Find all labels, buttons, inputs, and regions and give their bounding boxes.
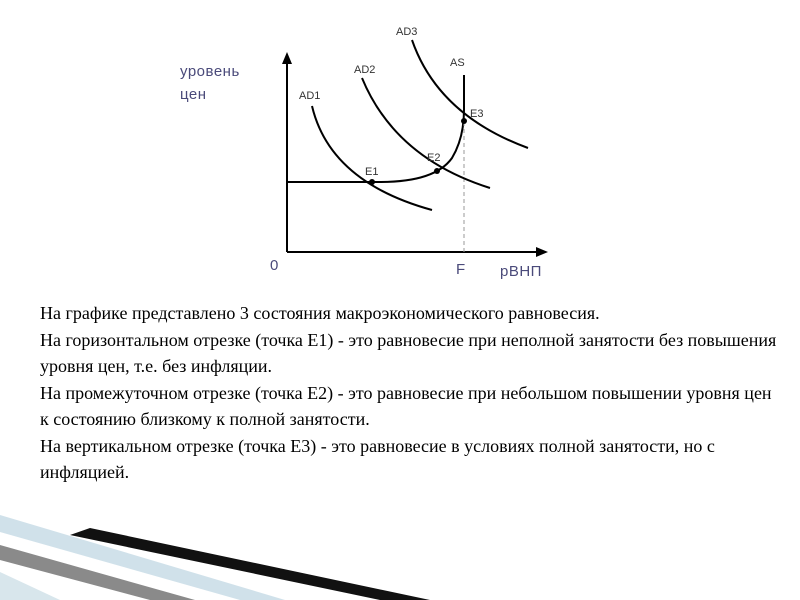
corner-stripe-gray <box>0 545 195 600</box>
corner-stripe-pale <box>0 572 60 600</box>
ad2-curve <box>362 78 490 188</box>
point-e1 <box>369 179 375 185</box>
explanation-text <box>40 300 780 486</box>
x-axis-arrow <box>536 247 548 257</box>
paragraph-4: На вертикальном отрезке (точка Е3) - это равновесие в условиях полной занятости, но с инфляцией. <box>40 435 715 482</box>
origin-label: 0 <box>270 257 279 274</box>
ad1-curve <box>312 106 432 210</box>
y-axis-label-line2: цен <box>180 86 207 103</box>
y-axis-arrow <box>282 52 292 64</box>
ad2-label: AD2 <box>354 64 376 76</box>
point-e2 <box>434 168 440 174</box>
paragraph-2: На горизонтальном отрезке (точка Е1) - это равновесие при неполной занятости без повышения уровня цен, т.е. без инфляции. <box>40 329 777 376</box>
y-axis-label-line1: уровень <box>180 63 240 80</box>
as-label: AS <box>450 57 465 69</box>
e2-label: E2 <box>427 152 441 164</box>
e1-label: E1 <box>365 166 379 178</box>
paragraph-1: На графике представлено 3 состояния макроэкономического равновесия. <box>40 303 600 323</box>
paragraph-3: На промежуточном отрезке (точка Е2) - это равновесие при небольшом повышении уровня цен к состоянию близкому к полной занятости. <box>40 382 772 429</box>
ad3-label: AD3 <box>396 26 418 38</box>
corner-stripe-dark <box>70 528 430 600</box>
ad1-label: AD1 <box>299 90 321 102</box>
point-e3 <box>461 118 467 124</box>
ad3-curve <box>412 40 528 148</box>
x-axis-label: рВНП <box>500 263 542 280</box>
e3-label: E3 <box>470 108 484 120</box>
corner-stripe-light <box>0 515 285 600</box>
f-label: F <box>456 261 466 278</box>
